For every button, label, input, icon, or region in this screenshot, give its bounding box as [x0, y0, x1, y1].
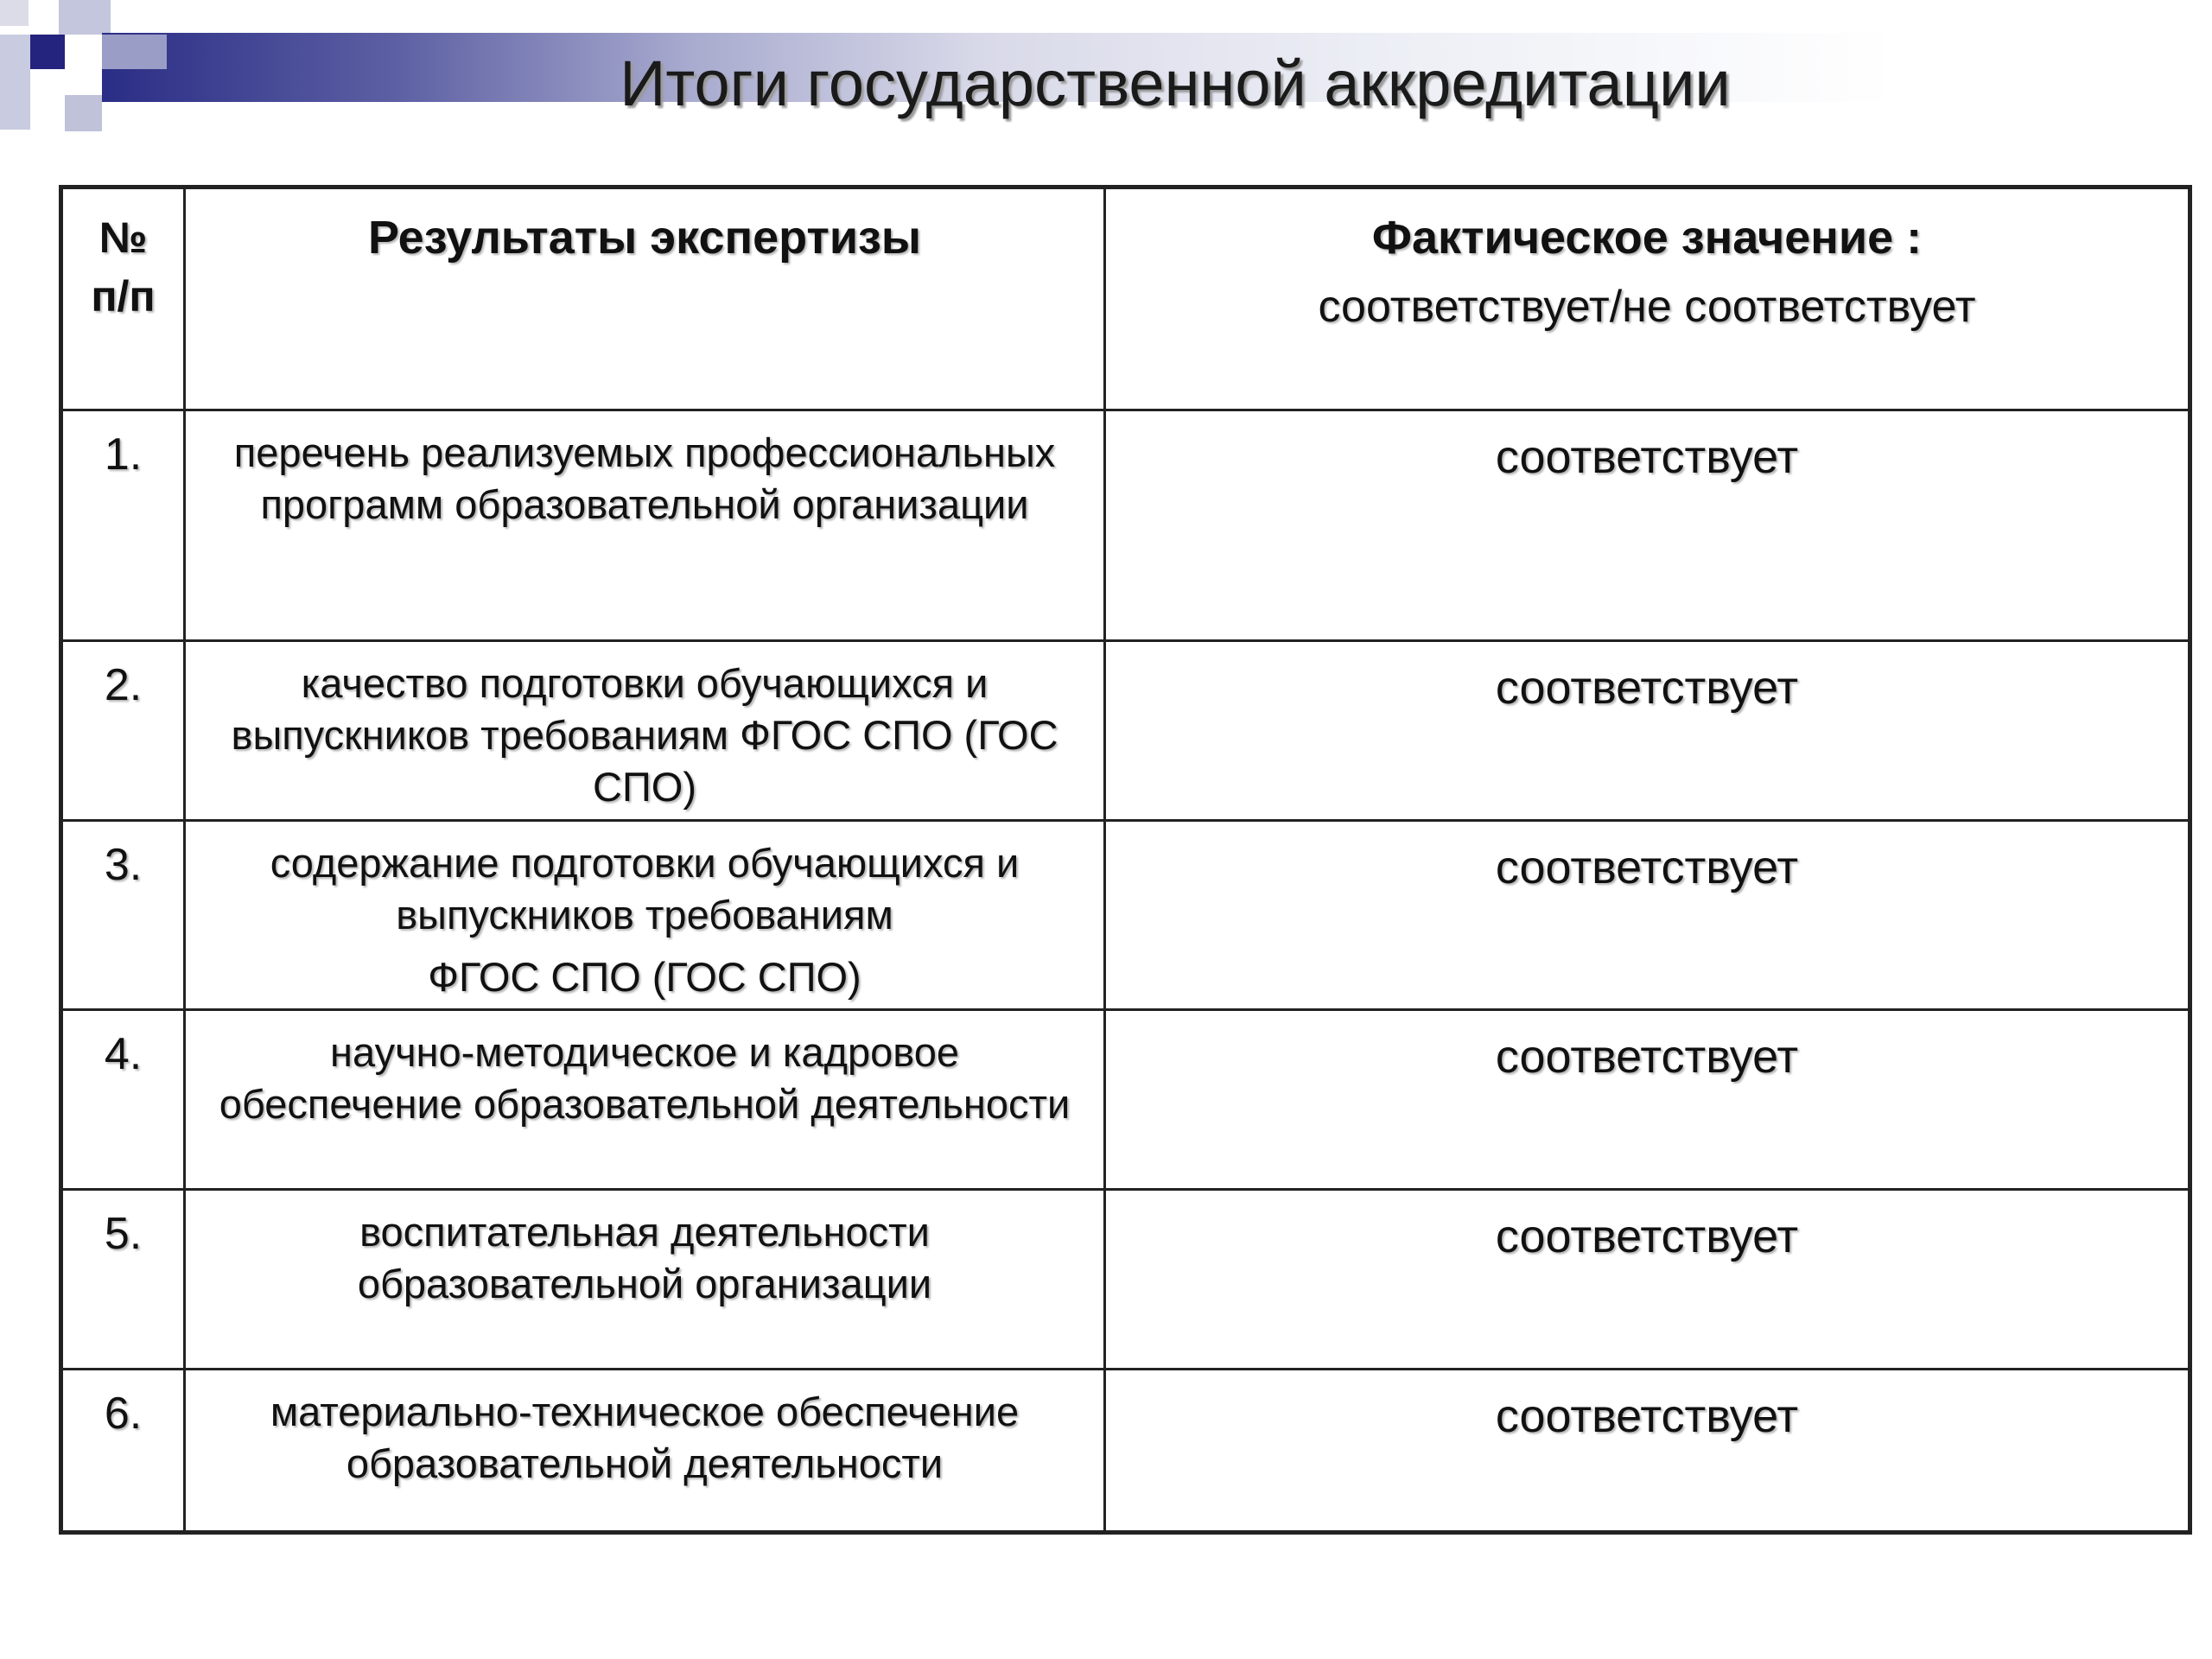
table-row — [61, 1370, 2190, 1533]
row-value-cell — [1105, 1010, 2190, 1190]
row-value-cell — [1105, 410, 2190, 641]
decor-square — [0, 0, 29, 26]
row-num-cell — [61, 1370, 185, 1533]
header-results-label: Результаты экспертизы — [367, 212, 921, 264]
row-num-cell — [61, 641, 185, 821]
row-num-cell — [61, 1190, 185, 1370]
table-row — [61, 1010, 2190, 1190]
row-value: соответствует — [1495, 1211, 1799, 1262]
header-num-line1: № — [99, 213, 148, 262]
row-value-cell — [1105, 1190, 2190, 1370]
accreditation-table — [59, 185, 2192, 1535]
table-row — [61, 821, 2190, 1010]
row-number: 4. — [104, 1029, 143, 1079]
decor-square — [59, 0, 111, 35]
row-value-cell — [1105, 821, 2190, 1010]
row-value: соответствует — [1495, 842, 1799, 893]
row-result-cell — [185, 821, 1105, 1010]
row-value-cell — [1105, 641, 2190, 821]
page-title: Итоги государственной аккредитации — [620, 48, 1731, 119]
row-value: соответствует — [1495, 1031, 1799, 1083]
row-result: воспитательная деятельности образовательной организации — [357, 1209, 932, 1306]
header-results — [185, 188, 1105, 410]
row-number: 5. — [104, 1209, 143, 1259]
header-value-subtitle: соответствует/не соответствует — [1318, 282, 1976, 332]
row-num-cell — [61, 410, 185, 641]
row-number: 3. — [104, 840, 143, 890]
row-value: соответствует — [1495, 1390, 1799, 1442]
row-value-cell — [1105, 1370, 2190, 1533]
row-result: материально-техническое обеспечение образовательной деятельности — [270, 1389, 1020, 1486]
row-value: соответствует — [1495, 431, 1799, 483]
row-result-cell — [185, 1190, 1105, 1370]
table-row — [61, 641, 2190, 821]
header-value — [1105, 188, 2190, 410]
header-num — [61, 188, 185, 410]
row-result: качество подготовки обучающихся и выпускников требованиям ФГОС СПО (ГОС СПО) — [231, 660, 1058, 810]
row-result-cell — [185, 641, 1105, 821]
header-num-line2: п/п — [91, 272, 156, 321]
row-number: 2. — [104, 660, 143, 710]
row-result-cell — [185, 410, 1105, 641]
row-number: 6. — [104, 1389, 143, 1439]
header-value-title: Фактическое значение : — [1371, 212, 1923, 264]
row-number: 1. — [104, 429, 143, 480]
row-result-extra: ФГОС СПО (ГОС СПО) — [428, 954, 861, 1000]
row-result: перечень реализуемых профессиональных программ образовательной организации — [233, 429, 1056, 527]
row-result: содержание подготовки обучающихся и выпускников требованиям — [270, 840, 1020, 938]
row-num-cell — [61, 1010, 185, 1190]
row-value: соответствует — [1495, 662, 1799, 714]
table-row — [61, 410, 2190, 641]
table-header-row — [61, 188, 2190, 410]
row-result: научно-методическое и кадровое обеспечение образовательной деятельности — [219, 1029, 1071, 1127]
row-result-cell — [185, 1010, 1105, 1190]
row-result-cell — [185, 1370, 1105, 1533]
row-num-cell — [61, 821, 185, 1010]
table-row — [61, 1190, 2190, 1370]
